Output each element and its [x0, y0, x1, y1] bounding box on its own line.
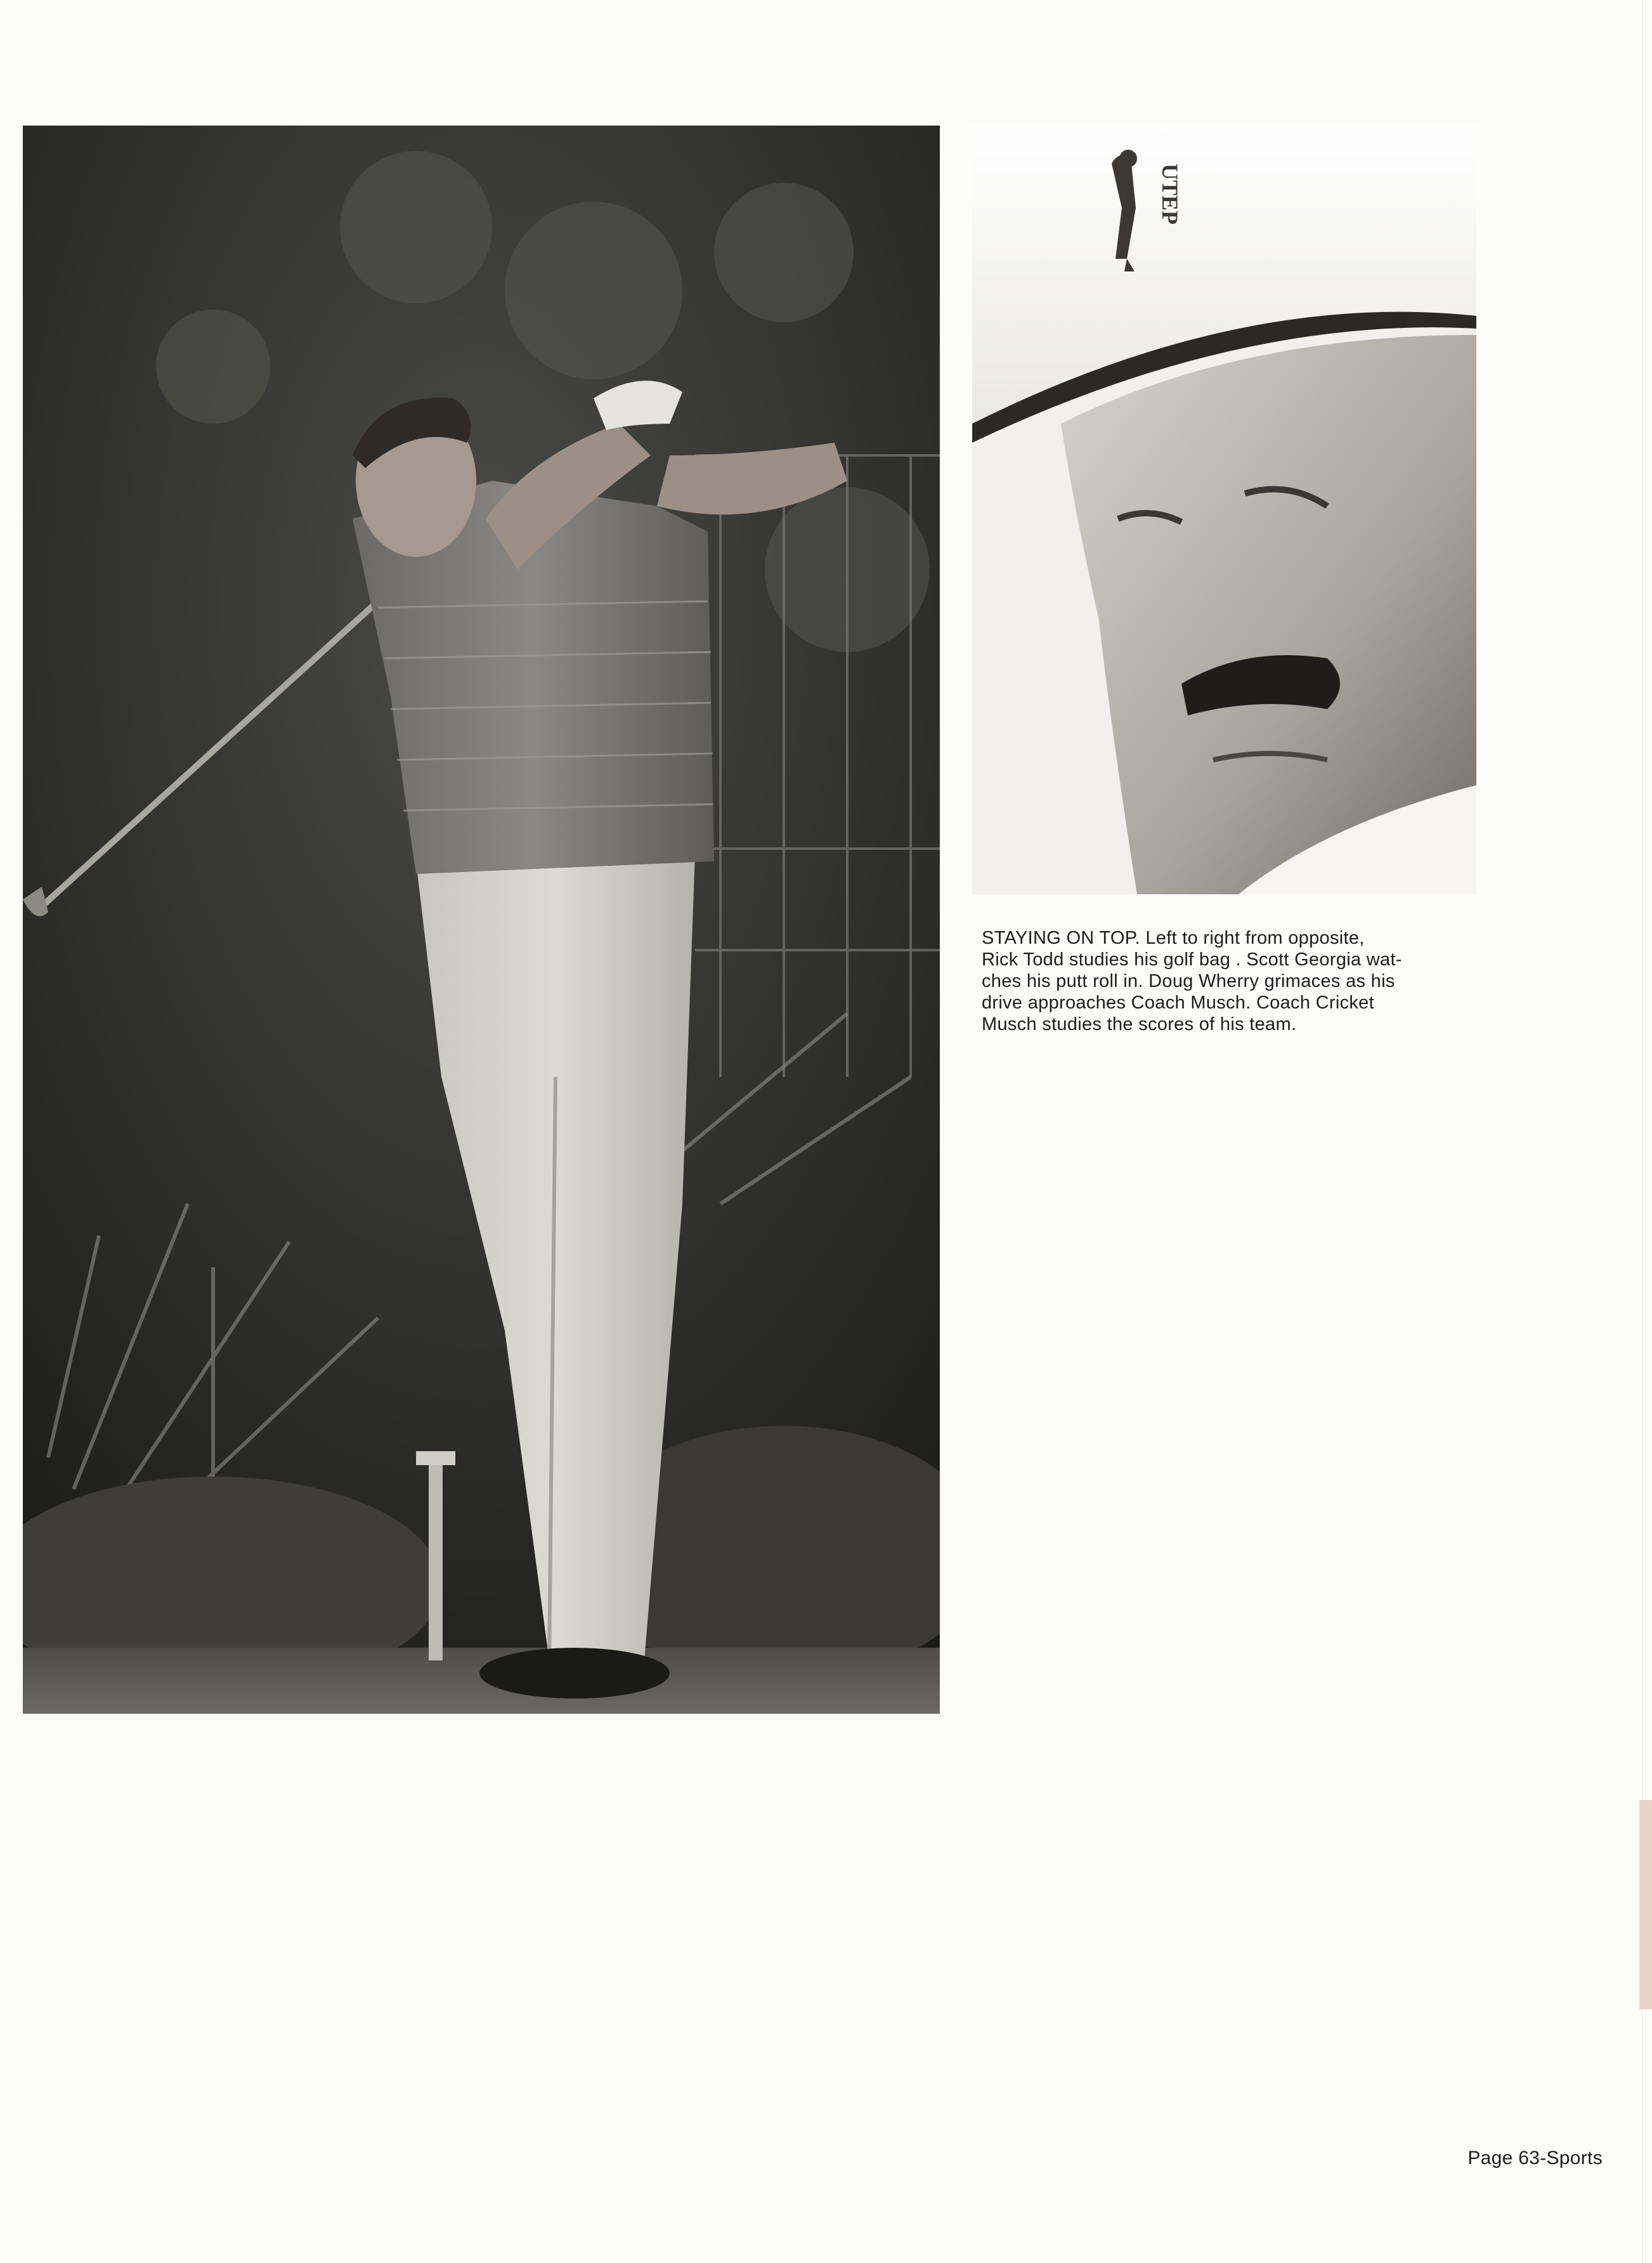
caption-line: drive approaches Coach Musch. Coach Cricket: [982, 993, 1374, 1013]
golfer-photo-illustration: [23, 126, 940, 1714]
section-edge-tab: [1639, 1800, 1652, 2009]
svg-text:UTEP: UTEP: [1157, 164, 1183, 225]
coach-photo-illustration: [972, 126, 1476, 894]
golfer-photo: [23, 126, 940, 1714]
caption-line: STAYING ON TOP. Left to right from opposite,: [982, 928, 1365, 948]
coach-photo: [972, 126, 1476, 894]
caption-line: ches his putt roll in. Doug Wherry grimaces as his: [982, 971, 1395, 991]
caption-line: Rick Todd studies his golf bag . Scott Georgia wat-: [982, 949, 1402, 970]
page-folio: Page 63-Sports: [1467, 2148, 1603, 2168]
caption-line: Musch studies the scores of his team.: [982, 1014, 1297, 1034]
photo-caption: [982, 927, 1426, 1035]
